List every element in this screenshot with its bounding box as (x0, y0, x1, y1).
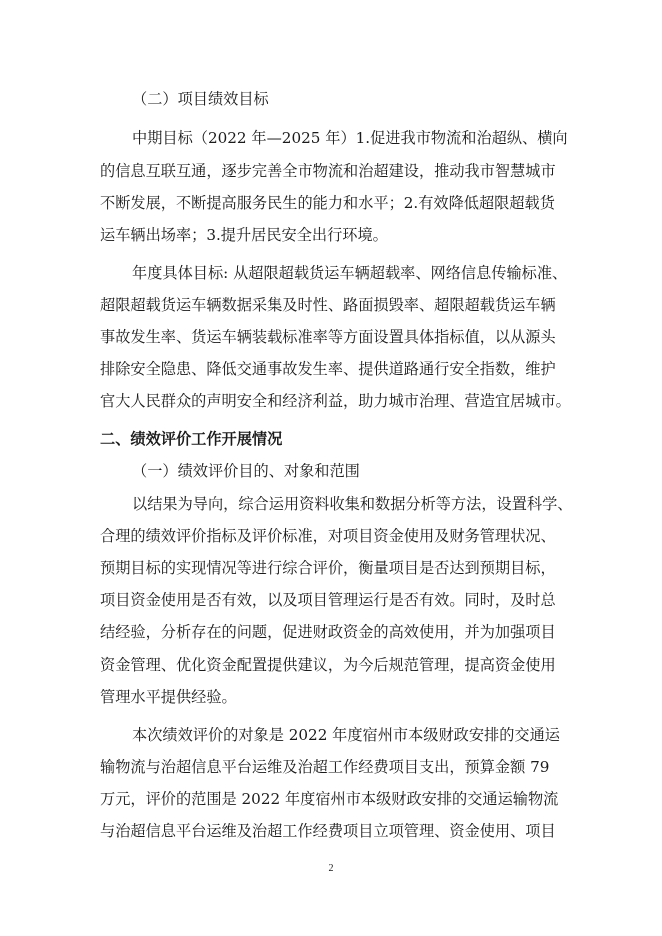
paragraph-annual-goal-line: 官大人民群众的声明安全和经济利益，助力城市治理、营造宜居城市。 (100, 392, 571, 410)
paragraph-mid-term-line: 运车辆出场率；3.提升居民安全出行环境。 (100, 226, 388, 244)
paragraph-evaluation-purpose-line: 项目资金使用是否有效，以及项目管理运行是否有效。同时，及时总 (100, 591, 556, 609)
paragraph-annual-goal-line: 排除安全隐患、降低交通事故发生率、提供道路通行安全指数，维护 (100, 360, 556, 378)
paragraph-annual-goal-line: 年度具体目标: 从超限超载货运车辆超载率、网络信息传输标准、 (132, 264, 568, 282)
paragraph-evaluation-purpose-line: 结经验，分析存在的问题，促进财政资金的高效使用，并为加强项目 (100, 623, 556, 641)
subheading-performance-goals: （二）项目绩效目标 (132, 90, 269, 108)
paragraph-annual-goal-line: 超限超载货运车辆数据采集及时性、路面损毁率、超限超载货运车辆 (100, 296, 556, 314)
section-heading-evaluation: 二、绩效评价工作开展情况 (100, 430, 283, 448)
paragraph-annual-goal-line: 事故发生率、货运车辆装载标准率等方面设置具体指标值，以从源头 (100, 328, 556, 346)
paragraph-evaluation-purpose-line: 资金管理、优化资金配置提供建议，为今后规范管理，提高资金使用 (100, 656, 556, 674)
paragraph-evaluation-object-line: 输物流与治超信息平台运维及治超工作经费项目支出，预算金额 79 (100, 758, 550, 776)
paragraph-evaluation-object-line: 与治超信息平台运维及治超工作经费项目立项管理、资金使用、项目 (100, 822, 556, 840)
paragraph-evaluation-object-line: 本次绩效评价的对象是 2022 年度宿州市本级财政安排的交通运 (132, 726, 560, 744)
page-number: 2 (328, 863, 334, 874)
paragraph-evaluation-purpose-line: 以结果为导向，综合运用资料收集和数据分析等方法，设置科学、 (132, 495, 573, 513)
paragraph-evaluation-purpose-line: 合理的绩效评价指标及评价标准，对项目资金使用及财务管理状况、 (100, 527, 556, 545)
subheading-evaluation-scope: （一）绩效评价目的、对象和范围 (132, 462, 360, 480)
paragraph-evaluation-purpose-line: 预期目标的实现情况等进行综合评价，衡量项目是否达到预期目标， (100, 559, 556, 577)
paragraph-mid-term-line: 中期目标（2022 年—2025 年）1.促进我市物流和治超纵、横向 (132, 129, 568, 147)
paragraph-evaluation-object-line: 万元，评价的范围是 2022 年度宿州市本级财政安排的交通运输物流 (100, 790, 559, 808)
paragraph-evaluation-purpose-line: 管理水平提供经验。 (100, 688, 237, 706)
paragraph-mid-term-line: 的信息互联互通，逐步完善全市物流和治超建设，推动我市智慧城市 (100, 162, 556, 180)
paragraph-mid-term-line: 不断发展，不断提高服务民生的能力和水平；2.有效降低超限超载货 (100, 194, 555, 212)
